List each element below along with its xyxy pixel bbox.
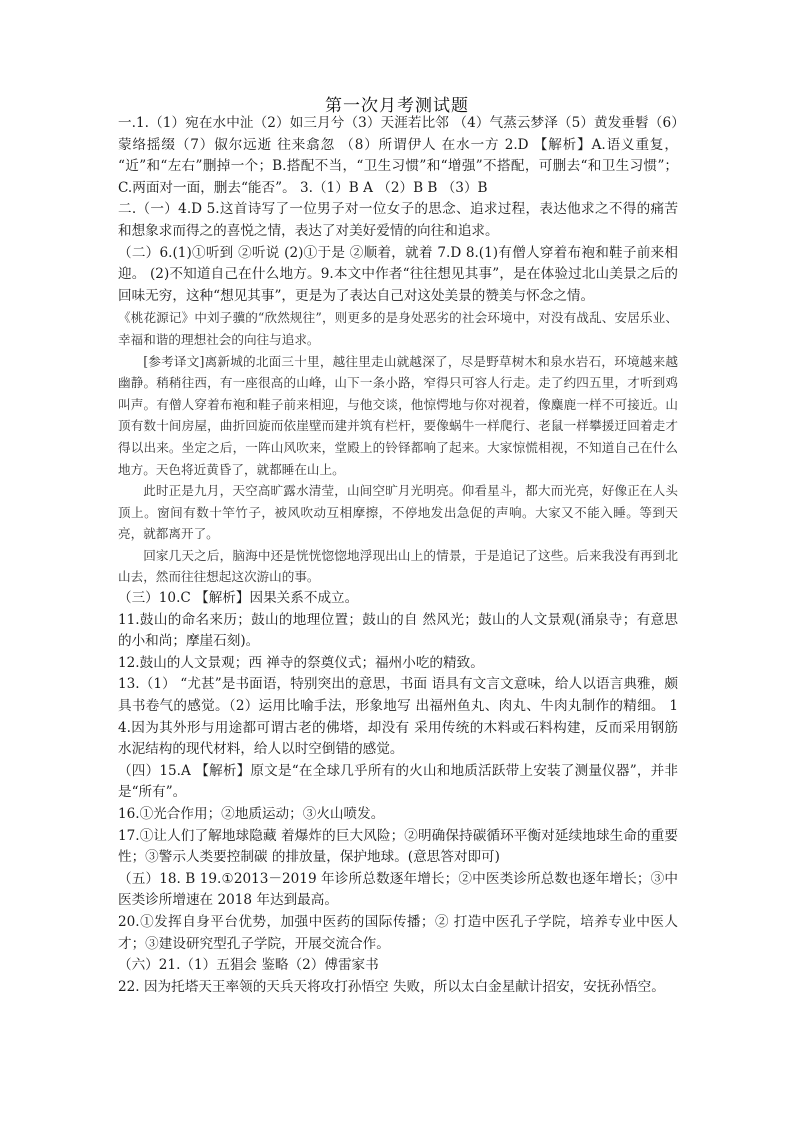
answer-20: 20.①发挥自身平台优势，加强中医药的国际传播；② 打造中医孔子学院，培养专业中医人才；③建设研究型孔子学院，开展交流合作。 xyxy=(118,913,678,952)
answer-11: 11.鼓山的命名来历；鼓山的地理位置；鼓山的自 然风光；鼓山的人文景观(涌泉寺；有意思的小和尚；摩崖石刻)。 xyxy=(118,611,678,650)
section-2-part-2-answers: （二）6.(1)①听到 ②听说 (2)①于是 ②顺着，就着 7.D 8.(1)有僧人穿着布袍和鞋子前来相迎。 (2)不知道自己在什么地方。9.本文中作者“往往想见其事”，是在体验过北山美景之后的回味无穷，这种“想见其事”，更是为了表达自己对这处美景的赞美与怀念之情。 xyxy=(118,244,678,304)
answer-16: 16.①光合作用；②地质运动；③火山喷发。 xyxy=(118,806,385,822)
answer-12: 12.鼓山的人文景观；西 禅寺的祭奠仪式；福州小吃的精致。 xyxy=(118,654,484,671)
section-5-answer-18-19: （五）18. B 19.①2013－2019 年诊所总数逐年增长；②中医类诊所总数也逐年增长；③中医类诊所增速在 2018 年达到最高。 xyxy=(118,870,678,909)
section-2-part-1-answers: 二.（一）4.D 5.这首诗写了一位男子对一位女子的思念、追求过程，表达他求之不得的痛苦和想象求而得之的喜悦之情，表达了对美好爱情的向往和追求。 xyxy=(118,201,678,239)
section-3-answer-10: （三）10.C 【解析】因果关系不成立。 xyxy=(118,590,359,607)
page-title: 第一次月考测试题 xyxy=(325,96,469,116)
section-1-answers: 一.1.（1）宛在水中沚（2）如三月兮（3）天涯若比邻 （4）气蒸云梦泽（5）黄发垂髫（6）蒙络摇缀（7）俶尔远逝 往来翕忽 （8）所谓伊人 在水一方 2.D 【解析】A.语义重复， “近”和“左右”删掉一个；B.搭配不当，“卫生习惯”和“增强”不搭配，可删去“和卫生习惯”； C.两面对一面，删去“能否”。 3.（1）B A （2）B B （3）B xyxy=(118,115,678,196)
answer-body xyxy=(118,113,678,998)
translation-paragraph-2: 此时正是九月，天空高旷露水清莹，山间空旷月光明亮。仰看星斗，都大而光亮，好像正在人头顶上。窗间有数十竿竹子，被风吹动互相摩擦，不停地发出急促的声响。大家又不能入睡。等到天亮，就都离开了。 xyxy=(118,483,678,542)
answer-22: 22. 因为托塔天王率领的天兵天将攻打孙悟空 失败，所以太白金星献计招安，安抚孙悟空。 xyxy=(118,978,665,995)
peach-blossom-comparison: 《桃花源记》中刘子骥的“欣然规往”，则更多的是身处恶劣的社会环境中，对没有战乱、安居乐业、幸福和谐的理想社会的向往与追求。 xyxy=(118,310,678,347)
section-4-answer-15: （四）15.A 【解析】原文是“在全球几乎所有的火山和地质活跃带上安装了测量仪器”，并非是“所有”。 xyxy=(118,762,678,801)
translation-paragraph-3: 回家几天之后，脑海中还是恍恍惚惚地浮现出山上的情景，于是追记了这些。后来我没有再到北山去，然而往往想起这次游山的事。 xyxy=(118,547,678,585)
answer-17: 17.①让人们了解地球隐藏 着爆炸的巨大风险；②明确保持碳循环平衡对延续地球生命的重要性；③警示人类要控制碳 的排放量，保护地球。(意思答对即可) xyxy=(118,827,678,866)
section-6-answer-21: （六）21.（1）五猖会 鉴略（2）傅雷家书 xyxy=(118,957,379,974)
answer-13-14: 13.（1） “尤甚”是书面语，特别突出的意思，书面 语具有文言文意味，给人以语言典雅，颇具书卷气的感觉。（2）运用比喻手法，形象地写 出福州鱼丸、肉丸、牛肉丸制作的精细。 14.因为其外形与用途都可谓古老的佛塔，却没有 采用传统的木料或石料构建，反而采用钢筋水泥结构的现代材料，给人以时空倒错的感觉。 xyxy=(118,676,678,758)
reference-translation: [参考译文]离新城的北面三十里，越往里走山就越深了，尽是野草树木和泉水岩石，环境越来越幽静。稍稍往西，有一座很高的山峰，山下一条小路，窄得只可容人行走。走了约四五里，才听到鸡叫声。有僧人穿着布袍和鞋子前来相迎，与他交谈，他惊愕地与你对视着，像麋鹿一样不可接近。山顶有数十间房屋，曲折回旋而依崖壁而建并筑有栏杆，要像蜗牛一样爬行、老鼠一样攀援迂回着走才得以出来。坐定之后，一阵山风吹来，堂殿上的铃铎都响了起来。大家惊慌相视，不知道自己在什么地方。天色将近黄昏了，就都睡在山上。 xyxy=(118,353,678,477)
